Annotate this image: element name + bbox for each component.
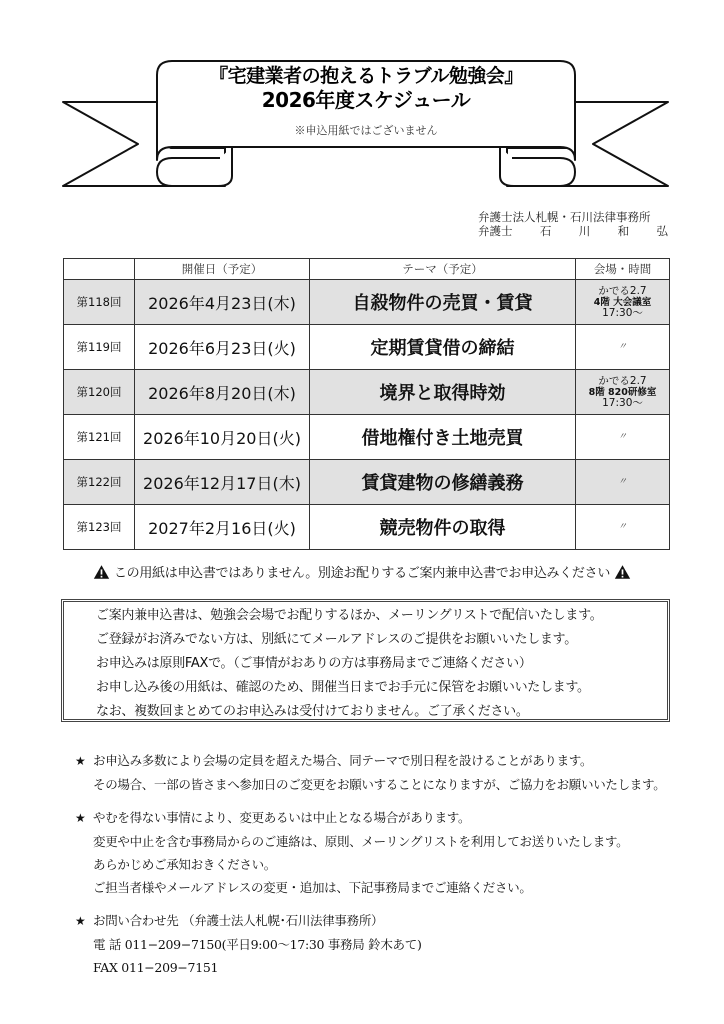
banner-note: ※申込用紙ではございません	[294, 124, 438, 137]
session-date: 2026年4月23日(木)	[135, 280, 310, 325]
notice-line: ご登録がお済みでない方は、別紙にてメールアドレスのご提供をお願いいたします。	[96, 632, 577, 647]
session-date: 2026年10月20日(火)	[135, 415, 310, 460]
session-number: 第122回	[64, 460, 135, 505]
table-row	[64, 280, 670, 325]
header-date: 開催日（予定）	[135, 259, 310, 280]
session-theme: 賃貸建物の修繕義務	[310, 460, 576, 505]
session-number: 第120回	[64, 370, 135, 415]
venue-building: かでる2.7	[598, 374, 647, 387]
firm-info	[478, 210, 668, 238]
lawyer-name-char: 弘	[656, 224, 668, 238]
contact-phone: 電 話 011−209−7150(平日9:00〜17:30 事務局 鈴木あて)	[93, 937, 422, 952]
venue-time: 17:30〜	[602, 396, 643, 409]
ditto-mark: 〃	[617, 522, 627, 532]
table-row	[64, 505, 670, 550]
session-date: 2026年6月23日(火)	[135, 325, 310, 370]
table-row	[64, 415, 670, 460]
notice-line: お申し込み後の用紙は、確認のため、開催当日までお手元に保管をお願いいたします。	[96, 680, 590, 695]
session-venue	[576, 415, 670, 460]
lawyer-name	[478, 224, 668, 238]
contact-heading: お問い合わせ先 （弁護士法人札幌･石川法律事務所）	[93, 913, 384, 928]
session-theme: 定期賃貸借の締結	[310, 325, 576, 370]
header-session	[64, 259, 135, 280]
session-venue	[576, 460, 670, 505]
bullet-text: お申込み多数により会場の定員を超えた場合、同テーマで別日程を設けることがあります。	[93, 753, 593, 768]
star-icon: ★	[75, 754, 86, 768]
notice-box	[61, 599, 670, 722]
ditto-mark: 〃	[617, 342, 627, 352]
venue-time: 17:30〜	[602, 306, 643, 319]
header-theme: テーマ（予定）	[310, 259, 576, 280]
bullet-text: あらかじめご承知おきください。	[93, 857, 277, 872]
session-date: 2026年8月20日(木)	[135, 370, 310, 415]
bullet-item-capacity	[75, 749, 665, 796]
table-header-row	[64, 259, 670, 280]
venue-room: 8階 820研修室	[588, 386, 657, 398]
schedule-table	[63, 258, 670, 550]
bullet-text: やむを得ない事情により、変更あるいは中止となる場合があります。	[93, 810, 471, 825]
star-icon: ★	[75, 811, 86, 825]
table-row	[64, 325, 670, 370]
session-theme: 自殺物件の売買・賃貸	[310, 280, 576, 325]
contact-fax: FAX 011−209−7151	[93, 960, 219, 975]
warning-text: この用紙は申込書ではありません。別途お配りするご案内兼申込書でお申込みください	[113, 566, 611, 581]
notice-line: なお、複数回まとめてのお申込みは受付けておりません。ご了承ください。	[96, 704, 529, 719]
banner-subtitle: 2026年度スケジュール	[261, 88, 471, 112]
ditto-mark: 〃	[617, 477, 627, 487]
bullet-text: 変更や中止を含む事務局からのご連絡は、原則、メーリングリストを利用してお送りいたします。	[93, 834, 629, 849]
warning-triangle-icon	[614, 564, 631, 580]
bullet-item-changes	[75, 806, 665, 899]
session-venue	[576, 370, 670, 415]
session-date: 2027年2月16日(火)	[135, 505, 310, 550]
bullet-text: その場合、一部の皆さまへ参加日のご変更をお願いすることになりますが、ご協力をお願いいたします。	[93, 777, 666, 792]
notice-line: お申込みは原則FAXで。（ご事情がおありの方は事務局までご連絡ください）	[96, 656, 532, 671]
lawyer-name-char: 川	[578, 224, 591, 238]
lawyer-name-char: 和	[617, 224, 630, 238]
session-number: 第121回	[64, 415, 135, 460]
bullet-item-contact	[75, 909, 665, 979]
session-venue	[576, 505, 670, 550]
session-theme: 借地権付き土地売買	[310, 415, 576, 460]
session-theme: 競売物件の取得	[310, 505, 576, 550]
banner-title: 『宅建業者の抱えるトラブル勉強会』	[209, 65, 523, 87]
session-theme: 境界と取得時効	[310, 370, 576, 415]
header-venue: 会場・時間	[576, 259, 670, 280]
notice-line: ご案内兼申込書は、勉強会会場でお配りするほか、メーリングリストで配信いたします。	[96, 608, 603, 623]
session-number: 第118回	[64, 280, 135, 325]
lawyer-title: 弁護士	[478, 224, 513, 238]
session-number: 第119回	[64, 325, 135, 370]
session-date: 2026年12月17日(木)	[135, 460, 310, 505]
venue-room: 4階 大会議室	[593, 296, 652, 308]
table-row	[64, 460, 670, 505]
table-row	[64, 370, 670, 415]
bullet-text: ご担当者様やメールアドレスの変更・追加は、下記事務局までご連絡ください。	[93, 880, 532, 895]
session-venue	[576, 325, 670, 370]
firm-name: 弁護士法人札幌・石川法律事務所	[478, 210, 651, 224]
venue-building: かでる2.7	[598, 284, 647, 297]
star-icon: ★	[75, 914, 86, 928]
warning-line	[0, 562, 724, 581]
bullet-notes	[75, 749, 665, 989]
lawyer-name-char: 石	[539, 224, 552, 238]
ditto-mark: 〃	[617, 432, 627, 442]
session-number: 第123回	[64, 505, 135, 550]
warning-triangle-icon	[93, 564, 110, 580]
session-venue	[576, 280, 670, 325]
